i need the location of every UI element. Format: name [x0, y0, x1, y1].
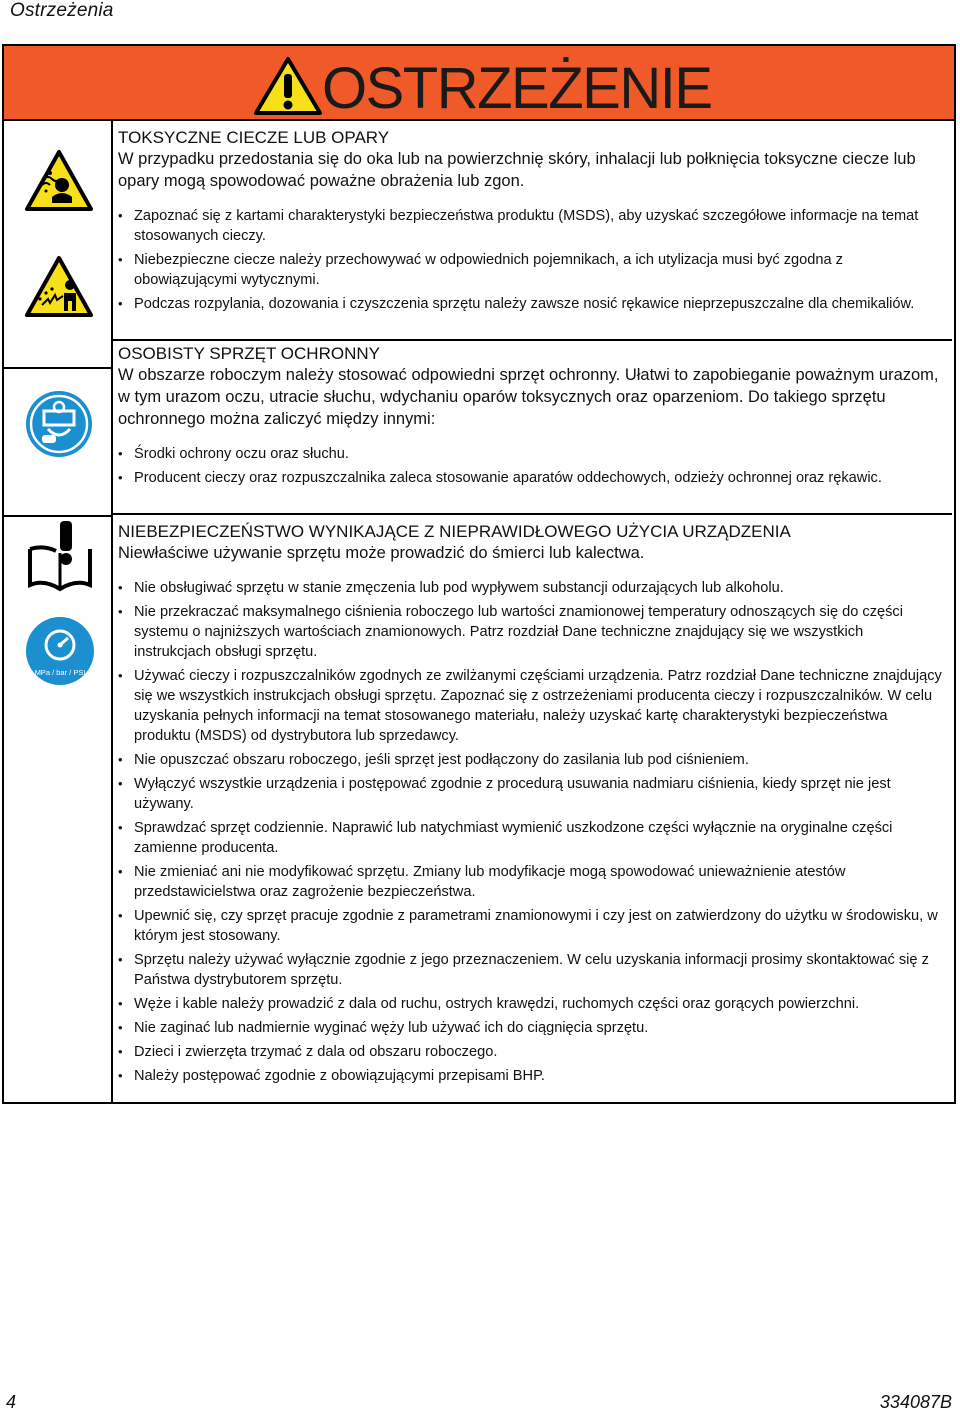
bullet-list	[118, 578, 944, 1086]
running-head: Ostrzeżenia	[10, 0, 114, 21]
section-ppe	[118, 344, 944, 492]
list-item: • Niebezpieczne ciecze należy przechowywać w odpowiednich pojemnikach, a ich utylizacja musi być zgodna z obowiązującymi wytycznymi.	[118, 250, 944, 290]
list-item: • Nie zmieniać ani nie modyfikować sprzętu. Zmiany lub modyfikacje mogą spowodować unieważnienie atestów przedstawicielstwa oraz zagrożenie bezpieczeństwa.	[118, 862, 944, 902]
list-item: • Nie przekraczać maksymalnego ciśnienia roboczego lub wartości znamionowej temperatury odnoszących się do części systemu o najniższych wartościach znamionowych. Patrz rozdział Dane techniczne znajdujący się we wszystkich instrukcjach obsługi sprzętu.	[118, 602, 944, 662]
section-heading: NIEBEZPIECZEŃSTWO WYNIKAJĄCE Z NIEPRAWIDŁOWEGO UŻYCIA URZĄDZENIA	[118, 522, 791, 541]
bullet-list	[118, 444, 944, 488]
section-heading: OSOBISTY SPRZĘT OCHRONNY	[118, 344, 380, 363]
list-item: • Środki ochrony oczu oraz słuchu.	[118, 444, 944, 464]
respirator-icon	[24, 389, 94, 459]
section-heading: TOKSYCZNE CIECZE LUB OPARY	[118, 128, 390, 147]
list-item: • Nie obsługiwać sprzętu w stanie zmęczenia lub pod wypływem substancji odurzających lub alkoholu.	[118, 578, 944, 598]
list-item: • Producent cieczy oraz rozpuszczalnika zaleca stosowanie aparatów oddechowych, odzieży ochronnej oraz rękawic.	[118, 468, 944, 488]
list-item: • Upewnić się, czy sprzęt pracuje zgodnie z parametrami znamionowymi i czy jest on zatwierdzony do użytku w środowisku, w którym jest stosowany.	[118, 906, 944, 946]
list-item: • Węże i kable należy prowadzić z dala od ruchu, ostrych krawędzi, ruchomych części oraz gorących powierzchni.	[118, 994, 944, 1014]
list-item: • Nie opuszczać obszaru roboczego, jeśli sprzęt jest podłączony do zasilania lub pod ciśnieniem.	[118, 750, 944, 770]
pressure-rating-icon	[24, 615, 96, 687]
toxic-fumes-icon	[24, 149, 94, 213]
section-intro: Niewłaściwe używanie sprzętu może prowadzić do śmierci lub kalectwa.	[118, 544, 645, 562]
list-item: • Zapoznać się z kartami charakterystyki bezpieczeństwa produktu (MSDS), aby uzyskać szczegółowe informacje na temat stosowanych cieczy.	[118, 206, 944, 246]
list-item: • Podczas rozpylania, dozowania i czyszczenia sprzętu należy zawsze nosić rękawice nieprzepuszczalne dla chemikaliów.	[118, 294, 944, 314]
list-item: • Sprzętu należy używać wyłącznie zgodnie z jego przeznaczeniem. W celu uzyskania informacji prosimy skontaktować się z Państwa dystrybutorem sprzętu.	[118, 950, 944, 990]
bullet-list	[118, 206, 944, 314]
section-intro: W przypadku przedostania się do oka lub na powierzchnię skóry, inhalacji lub połknięcia toksyczne ciecze lub opary mogą spowodować poważne obrażenia lub zgon.	[118, 150, 916, 190]
list-item: • Używać cieczy i rozpuszczalników zgodnych ze zwilżanymi częściami urządzenia. Patrz rozdział Dane techniczne znajdujący się we wszystkich instrukcjach obsługi sprzętu. Zapoznać się z ostrzeżeniami producenta cieczy i rozpuszczalników. W celu uzyskania pełnych informacji na temat stosowanego materiału, należy uzyskać kartę charakterystyki bezpieczeństwa produktu (MSDS) od dystrybutora lub sprzedawcy.	[118, 666, 944, 746]
warning-banner	[4, 46, 954, 121]
chemical-splash-icon	[24, 255, 94, 319]
list-item: • Wyłączyć wszystkie urządzenia i postępować zgodnie z procedurą usuwania nadmiaru ciśnienia, kiedy sprzęt nie jest używany.	[118, 774, 944, 814]
list-item: • Nie zaginać lub nadmiernie wyginać węży lub używać ich do ciągnięcia sprzętu.	[118, 1018, 944, 1038]
document-number: 334087B	[879, 1392, 952, 1412]
list-item: • Należy postępować zgodnie z obowiązującymi przepisami BHP.	[118, 1066, 944, 1086]
section-intro: W obszarze roboczym należy stosować odpowiedni sprzęt ochronny. Ułatwi to zapobieganie poważnym urazom, w tym urazom oczu, utracie słuchu, wdychaniu oparów toksycznych oraz oparzeniom. Do takiego sprzętu ochronnego można zaliczyć między innymi:	[118, 366, 939, 428]
read-manual-icon	[26, 519, 94, 593]
list-item: • Dzieci i zwierzęta trzymać z dala od obszaru roboczego.	[118, 1042, 944, 1062]
warning-title: OSTRZEŻENIE	[322, 56, 712, 121]
icon-column	[4, 121, 113, 1102]
page-number: 4	[6, 1392, 17, 1412]
list-item: • Sprawdzać sprzęt codziennie. Naprawić lub natychmiast wymienić uszkodzone części wyłącznie na oryginalne części zamienne producenta.	[118, 818, 944, 858]
warning-triangle-icon	[254, 56, 322, 116]
section-toxic-fluids	[118, 128, 944, 318]
section-equipment-misuse	[118, 522, 944, 1090]
pressure-label: MPa / bar / PSI	[34, 668, 86, 677]
